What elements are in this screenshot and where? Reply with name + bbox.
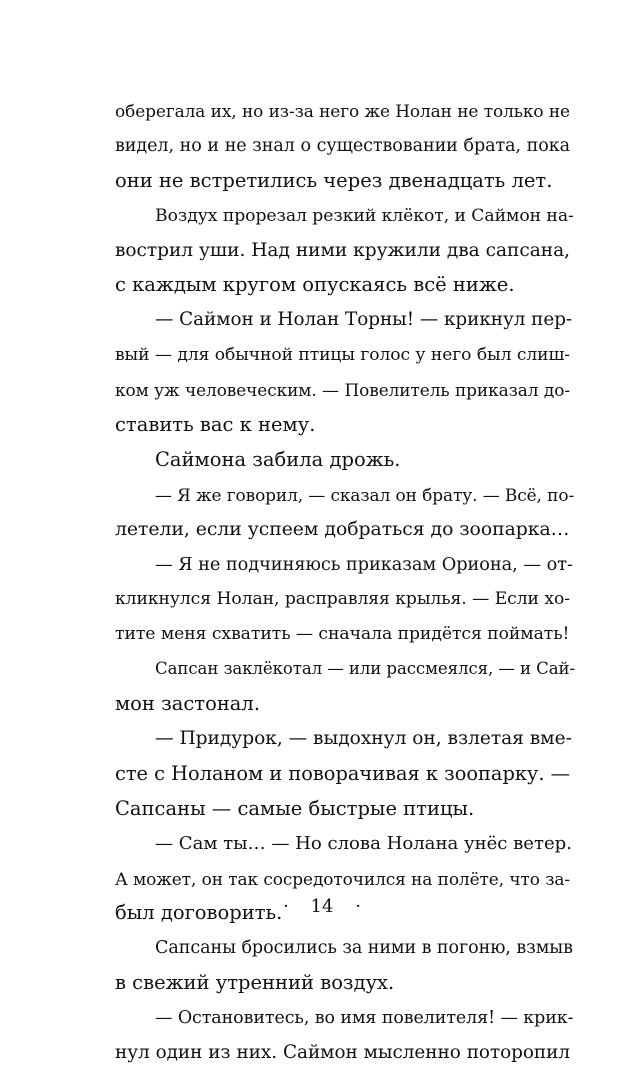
text-line: Сапсан заклёкотал — или рассмеялся, — и Сай- [155,659,575,679]
text-line: оберегала их, но из-за него же Нолан не только не [115,101,570,121]
text-line: летели, если успеем добраться до зоопарка… [115,518,570,540]
text-line: — Остановитесь, во имя повелителя! — крик- [155,1008,574,1029]
text-line: Воздух прорезал резкий клёкот, и Саймон на- [155,205,574,226]
text-line: — Придурок, — выдохнул он, взлетая вме- [155,728,572,750]
text-line: тите меня схватить — сначала придётся поймать! [115,624,570,645]
text-line: с каждым кругом опускаясь всё ниже. [115,273,515,297]
text-line: ставить вас к нему. [115,413,316,437]
text-line: был договорить. [115,901,283,925]
body-text [115,94,575,1071]
text-line: — Я не подчиняюсь приказам Ориона, — от- [155,554,573,575]
text-line: — Саймон и Нолан Торны! — крикнул пер- [155,309,573,331]
text-line: А может, он так сосредоточился на полёте, что за- [115,868,570,889]
text-line: видел, но и не знал о существовании брата, пока [115,135,570,156]
folio-dot-left: · [283,896,289,917]
text-line: они не встретились через двенадцать лет. [115,168,553,192]
text-line: в свежий утренний воздух. [115,971,395,995]
text-line: — Я же говорил, — сказал он брату. — Всё, по- [155,484,575,505]
text-line: кликнулся Нолан, расправляя крылья. — Если хо- [115,589,570,610]
text-line: ком уж человеческим. — Повелитель приказал до- [115,380,570,401]
text-line: Сапсаны бросились за ними в погоню, взмыв [155,938,573,959]
folio-dot-right: · [355,896,361,917]
text-line: вый — для обычной птицы голос у него был слиш- [115,345,570,366]
text-line: Саймона забила дрожь. [155,447,401,471]
text-line: вострил уши. Над ними кружили два сапсана, [115,239,570,261]
page-number-value: 14 [310,896,334,917]
text-line: мон застонал. [115,692,261,716]
text-line: нул один из них. Саймон мысленно поторопил [115,1042,570,1064]
text-line: — Сам ты… — Но слова Нолана унёс ветер. [155,832,572,854]
text-line: Сапсаны — самые быстрые птицы. [115,796,475,820]
text-line: сте с Ноланом и поворачивая к зоопарку. — [115,761,570,785]
page-number [0,896,644,917]
